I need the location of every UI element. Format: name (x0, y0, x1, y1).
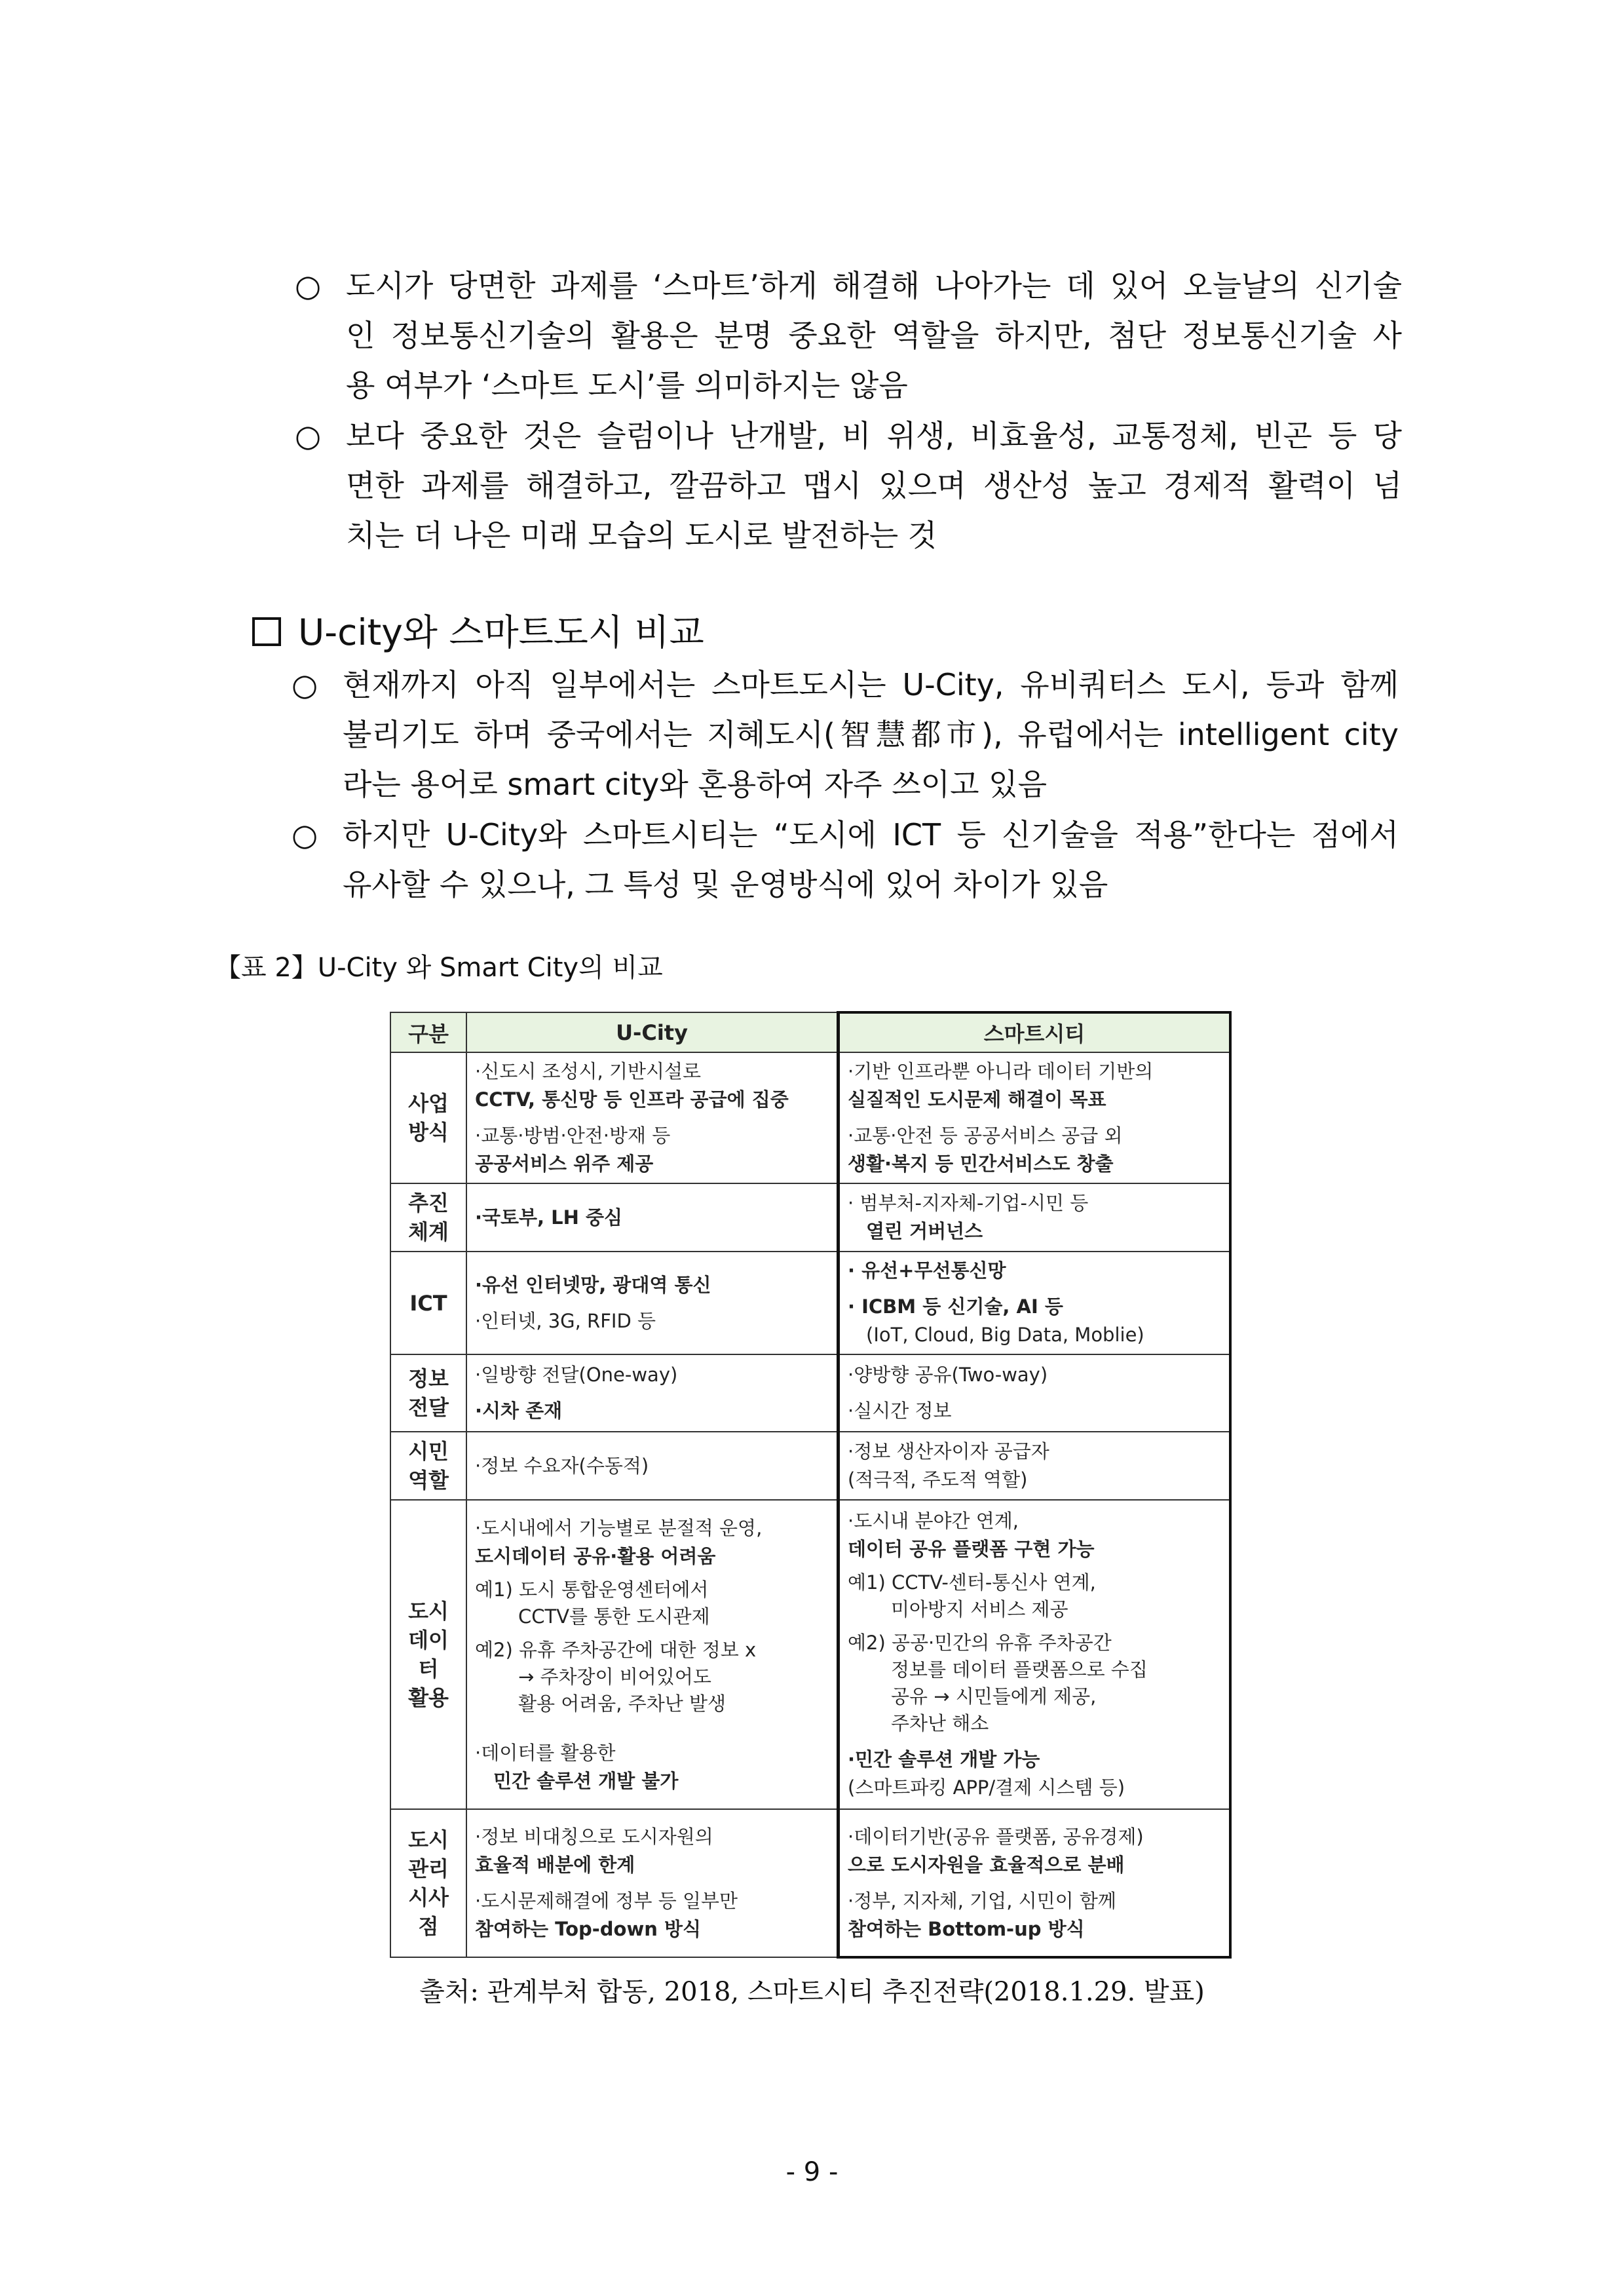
row-category (390, 1432, 466, 1500)
category-line: 시사점 (408, 1885, 449, 1939)
cell-line: ·일방향 전달(One-way) (475, 1364, 678, 1386)
cell-line: 예2) 유휴 주차공간에 대한 정보 x (475, 1638, 757, 1661)
cell-line: 민간 솔루션 개발 불가 (493, 1769, 679, 1792)
category-line: 전달 (408, 1395, 449, 1420)
row-category (390, 1500, 466, 1809)
category-line: 역할 (408, 1468, 449, 1493)
circle-bullet-icon: ○ (292, 667, 318, 702)
category-line: 활용 (408, 1685, 449, 1710)
row-category (390, 1183, 466, 1252)
smartcity-cell (839, 1809, 1231, 1957)
ucity-cell (466, 1052, 839, 1183)
cell-line: 효율적 배분에 한계 (475, 1854, 635, 1876)
category-line: ICT (409, 1290, 447, 1316)
table-row (390, 1052, 1230, 1183)
smartcity-cell (839, 1500, 1231, 1809)
paragraph-line: 유사할 수 있으나, 그 특성 및 운영방식에 있어 차이가 있음 (343, 867, 1108, 902)
cell-line: · 범부처-지자체-기업-시민 등 (848, 1192, 1089, 1214)
cell-line: ·정부, 지자체, 기업, 시민이 함께 (848, 1889, 1116, 1912)
cell-line: ·도시문제해결에 정부 등 일부만 (475, 1890, 738, 1912)
category-line: 시민 (408, 1439, 449, 1464)
circle-bullet-icon: ○ (295, 268, 322, 303)
paragraph-line: 면한 과제를 해결하고, 깔끔하고 맵시 있으며 생산성 높고 경제적 활력이 넘 (346, 468, 1402, 503)
paragraph-line: 라는 용어로 smart city와 혼용하여 자주 쓰이고 있음 (343, 767, 1048, 802)
cell-line: ·데이터기반(공유 플랫폼, 공유경제) (848, 1825, 1144, 1848)
paragraph-2 (295, 411, 1402, 560)
cell-line: 정보를 데이터 플랫폼으로 수집 (891, 1658, 1148, 1681)
cell-line: (스마트파킹 APP/결제 시스템 등) (848, 1776, 1125, 1799)
cell-line: 데이터 공유 플랫폼 구현 가능 (848, 1538, 1095, 1560)
comparison-table (390, 1011, 1232, 1959)
table-header-row (390, 1012, 1230, 1052)
cell-line: ·실시간 정보 (848, 1400, 952, 1422)
ucity-cell (466, 1809, 839, 1957)
paragraph-1 (295, 261, 1402, 410)
paragraph-line: 용 여부가 ‘스마트 도시’를 의미하지는 않음 (346, 368, 908, 403)
cell-line: 열린 거버넌스 (866, 1220, 983, 1242)
cell-line: ·유선 인터넷망, 광대역 통신 (475, 1273, 711, 1296)
cell-line: ·기반 인프라뿐 아니라 데이터 기반의 (848, 1060, 1154, 1082)
smartcity-cell (839, 1432, 1231, 1500)
cell-line: ·정보 비대칭으로 도시자원의 (475, 1826, 713, 1848)
cell-line: ·데이터를 활용한 (475, 1741, 616, 1764)
example-block (848, 1630, 1221, 1737)
cell-line: ·민간 솔루션 개발 가능 (848, 1748, 1040, 1770)
cell-line: CCTV를 통한 도시관제 (518, 1605, 710, 1628)
example-block (475, 1577, 829, 1630)
category-line: 도시 (408, 1827, 449, 1852)
paragraph-line: 치는 더 나은 미래 모습의 도시로 발전하는 것 (346, 518, 937, 553)
table-row (390, 1354, 1230, 1432)
cell-line: 실질적인 도시문제 해결이 목표 (848, 1088, 1106, 1111)
cell-line: ·인터넷, 3G, RFID 등 (475, 1309, 656, 1332)
table-row (390, 1500, 1230, 1809)
paragraph-line: 인 정보통신기술의 활용은 분명 중요한 역할을 하지만, 첨단 정보통신기술 사 (346, 318, 1402, 353)
cell-line: 주차난 해소 (891, 1712, 989, 1734)
cell-line: 참여하는 Bottom-up 방식 (848, 1917, 1085, 1940)
section-heading-text: U-city와 스마트도시 비교 (298, 611, 704, 653)
table-row (390, 1252, 1230, 1354)
smartcity-cell (839, 1354, 1231, 1432)
table-row (390, 1432, 1230, 1500)
cell-line: 으로 도시자원을 효율적으로 분배 (848, 1853, 1125, 1876)
ucity-cell (466, 1183, 839, 1252)
table-row (390, 1183, 1230, 1252)
cell-line: · 유선+무선통신망 (848, 1259, 1006, 1282)
cell-line: ·정보 수요자(수동적) (475, 1454, 649, 1477)
section-heading (252, 606, 704, 659)
cell-line: 공공서비스 위주 제공 (475, 1153, 654, 1175)
checkbox-square-icon (252, 617, 281, 646)
cell-line: 활용 어려움, 주차난 발생 (518, 1692, 727, 1715)
category-line: 정보 (408, 1366, 449, 1391)
cell-line: (IoT, Cloud, Big Data, Moblie) (866, 1324, 1144, 1346)
paragraph-line: 현재까지 아직 일부에서는 스마트도시는 U-City, 유비쿼터스 도시, 등과 함께 (343, 667, 1399, 702)
smartcity-cell (839, 1052, 1231, 1183)
cell-line: ·도시내에서 기능별로 분절적 운영, (475, 1516, 763, 1539)
cell-line: 예1) CCTV-센터-통신사 연계, (848, 1571, 1096, 1594)
cell-line: ·도시내 분야간 연계, (848, 1510, 1019, 1532)
paragraph-3 (292, 660, 1399, 809)
cell-line: 참여하는 Top-down 방식 (475, 1918, 702, 1940)
category-line: 관리 (408, 1856, 449, 1881)
cell-line: ·신도시 조성시, 기반시설로 (475, 1060, 702, 1082)
category-line: 도시 (408, 1599, 449, 1624)
circle-bullet-icon: ○ (295, 418, 322, 453)
cell-line: → 주차장이 비어있어도 (518, 1665, 711, 1688)
row-category (390, 1354, 466, 1432)
row-category (390, 1052, 466, 1183)
page-number: - 9 - (785, 2157, 839, 2187)
ucity-cell (466, 1432, 839, 1500)
category-line: 사업 (408, 1091, 449, 1116)
paragraph-line: 하지만 U-City와 스마트시티는 “도시에 ICT 등 신기술을 적용”한다는 점에서 (343, 817, 1399, 852)
cell-line: CCTV, 통신망 등 인프라 공급에 집중 (475, 1088, 789, 1111)
table-caption: 【표 2】U-City 와 Smart City의 비교 (215, 953, 663, 983)
cell-line: 생활·복지 등 민간서비스도 창출 (848, 1153, 1114, 1175)
cell-line: 예1) 도시 통합운영센터에서 (475, 1578, 709, 1601)
cell-line: ·국토부, LH 중심 (475, 1206, 623, 1229)
ucity-cell (466, 1500, 839, 1809)
cell-line: 도시데이터 공유·활용 어려움 (475, 1544, 716, 1567)
cell-line: 미아방지 서비스 제공 (891, 1598, 1068, 1620)
header-category: 구분 (390, 1012, 466, 1052)
cell-line: ·교통·방범·안전·방재 등 (475, 1124, 671, 1147)
cell-line: ·교통·안전 등 공공서비스 공급 외 (848, 1124, 1123, 1147)
paragraph-4 (292, 810, 1399, 909)
ucity-cell (466, 1354, 839, 1432)
example-block (848, 1569, 1221, 1623)
header-smartcity: 스마트시티 (839, 1012, 1231, 1052)
category-line: 체계 (408, 1219, 449, 1244)
table-row (390, 1809, 1230, 1957)
circle-bullet-icon: ○ (292, 817, 318, 852)
cell-line: (적극적, 주도적 역할) (848, 1468, 1028, 1491)
cell-line: ·양방향 공유(Two-way) (848, 1364, 1048, 1386)
cell-line: · ICBM 등 신기술, AI 등 (848, 1295, 1063, 1318)
cell-line: 공유 → 시민들에게 제공, (891, 1685, 1097, 1708)
example-block (475, 1637, 829, 1717)
paragraph-line: 불리기도 하며 중국에서는 지혜도시(智慧都市), 유럽에서는 intelligent city (343, 717, 1399, 752)
header-ucity: U-City (466, 1012, 839, 1052)
row-category (390, 1252, 466, 1354)
cell-line: ·정보 생산자이자 공급자 (848, 1440, 1049, 1463)
category-line: 데이터 (408, 1628, 449, 1681)
cell-line: 예2) 공공·민간의 유휴 주차공간 (848, 1632, 1112, 1654)
row-category (390, 1809, 466, 1957)
smartcity-cell (839, 1183, 1231, 1252)
table-source: 출처: 관계부처 합동, 2018, 스마트시티 추진전략(2018.1.29. 발표) (419, 1977, 1205, 2007)
category-line: 방식 (408, 1120, 449, 1145)
smartcity-cell (839, 1252, 1231, 1354)
category-line: 추진 (408, 1191, 449, 1215)
paragraph-line: 도시가 당면한 과제를 ‘스마트’하게 해결해 나아가는 데 있어 오늘날의 신기술 (346, 268, 1402, 303)
cell-line: ·시차 존재 (475, 1400, 563, 1422)
ucity-cell (466, 1252, 839, 1354)
paragraph-line: 보다 중요한 것은 슬럼이나 난개발, 비 위생, 비효율성, 교통정체, 빈곤 등 당 (346, 418, 1402, 453)
